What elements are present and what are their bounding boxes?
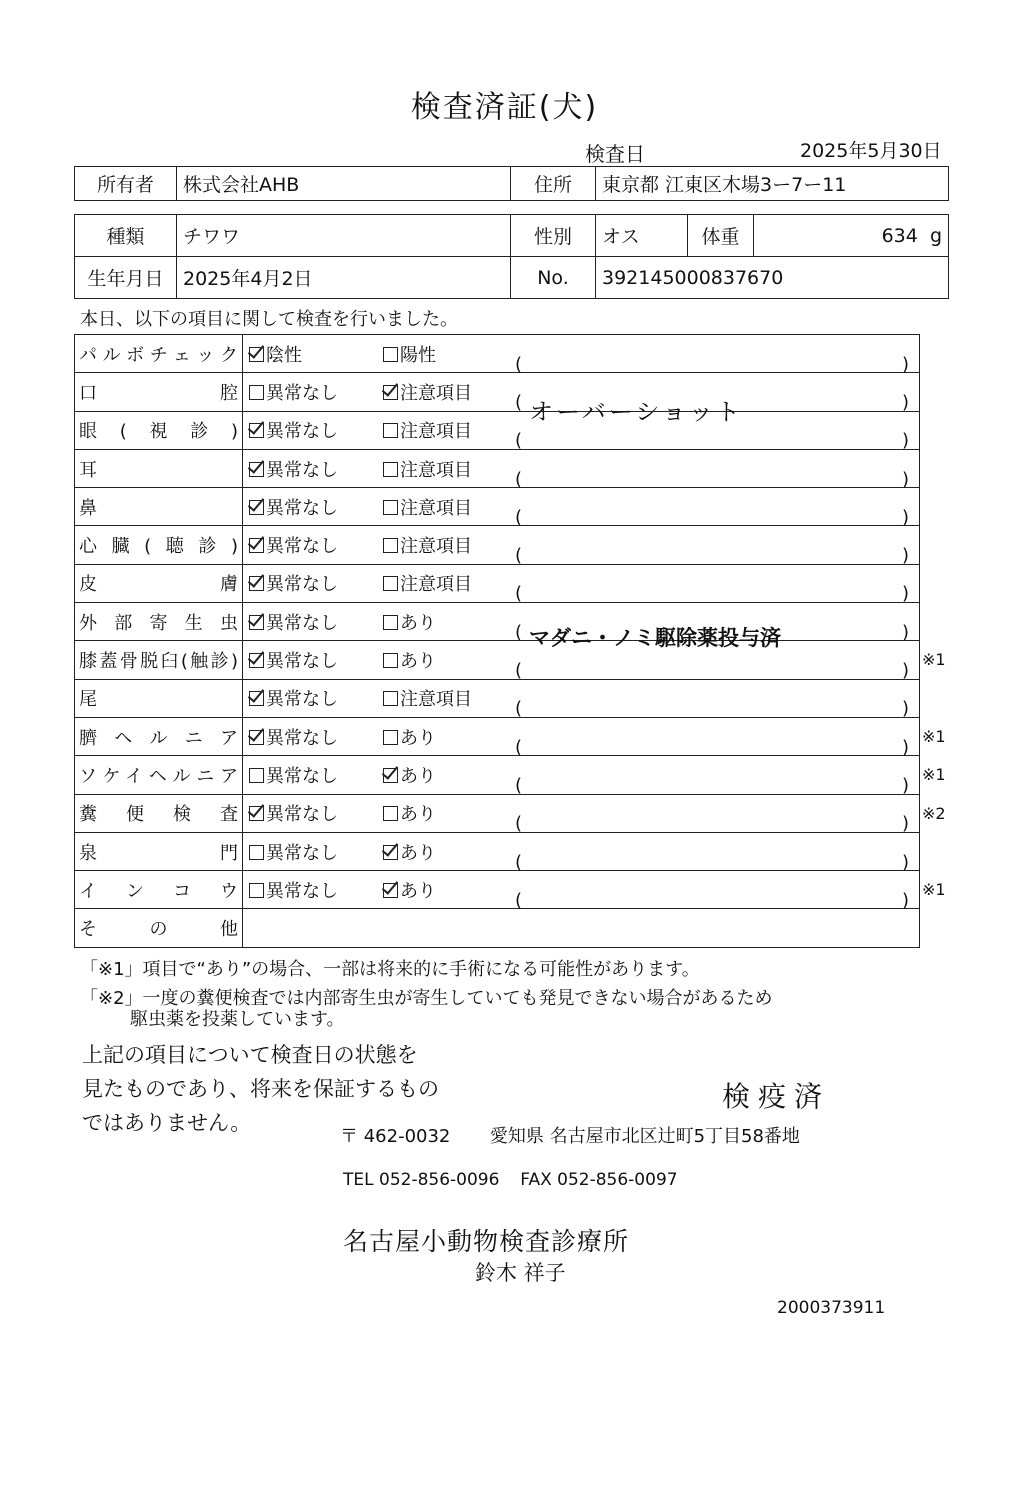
item-name: 鼻 [75,488,243,526]
item-body: 異常なし あり ( ) [243,717,920,755]
item-body: 異常なし あり ( ) [243,794,920,832]
option-1-label: 異常なし [266,612,338,634]
serial-number: 2000373911 [777,1298,886,1318]
item-name: その他 [75,909,243,947]
item-body: 異常なし あり ( ) [243,756,920,794]
inspection-row [75,488,920,526]
option-1 [249,839,338,865]
option-1 [249,341,302,367]
no-value: 392145000837670 [596,257,949,299]
option-1 [249,532,338,558]
option-2-label: 注意項目 [400,459,472,481]
note-2: 「※2」一度の糞便検査では内部寄生虫が寄生していても発見できない場合があるため [80,988,773,1009]
item-body: 異常なし 注意項目 ( ) [243,488,920,526]
checkbox[interactable] [249,691,264,706]
option-2-label: あり [400,612,436,634]
inspection-row [75,679,920,717]
checkbox[interactable] [249,653,264,668]
intro-text: 本日、以下の項目に関して検査を行いました。 [80,309,458,330]
weight-label: 体重 [688,215,754,257]
item-name: 膝蓋骨脱臼(触診) [75,641,243,679]
option-2-label: あり [400,842,436,864]
option-2 [383,379,472,405]
no-label: No. [511,257,596,299]
weight-cell [754,215,949,257]
option-2-label: あり [400,804,436,826]
option-1 [249,762,338,788]
option-1-label: 異常なし [266,689,338,711]
option-2 [383,647,436,673]
option-1 [249,647,338,673]
checkbox[interactable] [383,845,398,860]
dob-label: 生年月日 [75,257,177,299]
option-2-label: 注意項目 [400,536,472,558]
option-2 [383,839,436,865]
option-1 [249,570,338,596]
checkbox[interactable] [383,883,398,898]
inspection-row [75,794,920,832]
inspection-row [75,603,920,641]
inspection-row [75,564,920,602]
option-1-label: 異常なし [266,765,338,787]
option-1 [249,800,338,826]
option-1-label: 異常なし [266,880,338,902]
option-1 [249,685,338,711]
checkbox[interactable] [383,806,398,821]
option-2 [383,724,436,750]
option-2 [383,417,472,443]
weight-value: 634 [881,224,918,247]
checkbox[interactable] [249,538,264,553]
owner-address: 東京都 江東区木場3ー7ー11 [596,167,949,201]
inspection-row [75,871,920,909]
checkbox[interactable] [383,538,398,553]
option-2 [383,800,436,826]
checkbox[interactable] [249,615,264,630]
option-2 [383,685,472,711]
option-2 [383,532,472,558]
exam-date-label: 検査日 [585,142,645,166]
option-1-label: 異常なし [266,421,338,443]
inspection-row [75,335,920,373]
option-1-label: 異常なし [266,651,338,673]
option-1-label: 異常なし [266,382,338,404]
remarks-text: マダニ・ノミ駆除薬投与済 [529,625,781,650]
disclaimer-line: ではありません。 [82,1111,252,1135]
footnote-mark: ※2 [922,803,946,823]
option-2-label: 陽性 [400,344,436,366]
option-1 [249,609,338,635]
option-1-label: 異常なし [266,842,338,864]
checkbox[interactable] [383,653,398,668]
option-2 [383,609,436,635]
checkbox[interactable] [383,768,398,783]
exam-date: 2025年5月30日 [800,140,942,162]
item-name: 臍ヘルニア [75,717,243,755]
item-body: 異常なし 注意項目 ( ) [243,564,920,602]
option-1 [249,724,338,750]
item-body: 異常なし 注意項目 ( オーバーショット ) [243,373,920,411]
item-body: 異常なし あり ( ) [243,641,920,679]
checkbox[interactable] [383,347,398,362]
document-title: 検査済証(犬) [410,90,599,125]
option-2-label: 注意項目 [400,421,472,443]
item-body: 異常なし 注意項目 ( ) [243,449,920,487]
inspection-row [75,756,920,794]
option-2-label: あり [400,727,436,749]
sex-label: 性別 [511,215,596,257]
option-2-label: 注意項目 [400,574,472,596]
option-1-label: 異常なし [266,497,338,519]
pet-table [74,214,949,299]
owner-label: 所有者 [75,167,177,201]
option-2-label: 注意項目 [400,382,472,404]
checkbox[interactable] [383,385,398,400]
tel: TEL 052-856-0096 [343,1170,500,1190]
item-name: 眼(視診) [75,411,243,449]
item-body: 異常なし あり ( マダニ・ノミ駆除薬投与済 ) [243,603,920,641]
item-name: 皮膚 [75,564,243,602]
note-1: 「※1」項目で“あり”の場合、一部は将来的に手術になる可能性があります。 [80,959,700,980]
item-body: 異常なし 注意項目 ( ) [243,411,920,449]
checkbox[interactable] [383,423,398,438]
item-body: 異常なし あり ( ) [243,832,920,870]
checkbox[interactable] [249,462,264,477]
option-2 [383,456,472,482]
item-name: 心臓(聴診) [75,526,243,564]
vet-name: 鈴木 祥子 [475,1261,566,1285]
option-1-label: 異常なし [266,804,338,826]
owner-value: 株式会社AHB [177,167,511,201]
inspection-row-other [75,909,920,947]
option-1 [249,417,338,443]
clinic-name: 名古屋小動物検査診療所 [343,1227,630,1256]
checkbox[interactable] [249,576,264,591]
checkbox[interactable] [383,730,398,745]
checkbox[interactable] [249,883,264,898]
disclaimer-line: 見たものであり、将来を保証するもの [82,1077,439,1101]
checkbox[interactable] [249,845,264,860]
inspection-row [75,641,920,679]
checkbox[interactable] [249,806,264,821]
item-name: パルボチェック [75,335,243,373]
checkbox[interactable] [383,615,398,630]
address-label: 住所 [511,167,596,201]
inspection-row [75,526,920,564]
option-1-label: 陰性 [266,344,302,366]
option-1-label: 異常なし [266,727,338,749]
checkbox[interactable] [249,385,264,400]
breed-label: 種類 [75,215,177,257]
inspection-row [75,717,920,755]
item-name: ソケイヘルニア [75,756,243,794]
option-2-label: あり [400,651,436,673]
checkbox[interactable] [249,730,264,745]
footnote-mark: ※1 [922,765,946,785]
checkbox[interactable] [383,576,398,591]
clinic-address: 愛知県 名古屋市北区辻町5丁目58番地 [489,1126,800,1147]
footnote-mark: ※1 [922,727,946,746]
other-body[interactable] [243,909,920,947]
inspection-row [75,832,920,870]
option-1 [249,379,338,405]
item-name: 糞便検査 [75,794,243,832]
checkbox[interactable] [249,768,264,783]
contact-line [343,1170,678,1190]
item-body: 異常なし あり ( ) [243,871,920,909]
item-name: インコウ [75,871,243,909]
sex-value: オス [596,215,688,257]
footnote-mark: ※1 [922,650,946,670]
option-2-label: あり [400,765,436,787]
option-2 [383,762,436,788]
option-2-label: あり [400,880,436,902]
postal-code: 〒 462-0032 [340,1126,451,1147]
option-1 [249,877,338,903]
disclaimer-line: 上記の項目について検査日の状態を [82,1043,418,1067]
weight-unit: g [929,224,942,247]
item-body: 異常なし 注意項目 ( ) [243,526,920,564]
inspection-row [75,411,920,449]
remarks-text: オーバーショット [529,397,743,426]
option-2 [383,494,472,520]
checkbox[interactable] [383,500,398,515]
note-3: 駆虫薬を投薬しています。 [130,1009,345,1030]
checkbox[interactable] [249,347,264,362]
option-1 [249,456,338,482]
option-2-label: 注意項目 [400,689,472,711]
item-name: 口腔 [75,373,243,411]
option-2 [383,570,472,596]
option-1 [249,494,338,520]
option-2-label: 注意項目 [400,497,472,519]
inspection-row [75,449,920,487]
owner-table [74,166,949,201]
inspection-stamp: 検疫済 [722,1080,831,1113]
clinic-address-line [340,1122,800,1148]
breed-value: チワワ [177,215,511,257]
checkbox[interactable] [249,500,264,515]
checkbox[interactable] [383,462,398,477]
inspection-table [74,334,920,948]
option-1-label: 異常なし [266,459,338,481]
item-name: 泉門 [75,832,243,870]
checkbox[interactable] [383,691,398,706]
item-name: 耳 [75,449,243,487]
option-2 [383,341,436,367]
checkbox[interactable] [249,423,264,438]
inspection-row [75,373,920,411]
item-name: 外部寄生虫 [75,603,243,641]
option-1-label: 異常なし [266,536,338,558]
dob-value: 2025年4月2日 [177,257,511,299]
footnote-mark: ※1 [922,880,946,900]
item-name: 尾 [75,679,243,717]
option-2 [383,877,436,903]
fax: FAX 052-856-0097 [520,1170,678,1190]
option-1-label: 異常なし [266,574,338,596]
item-body: 異常なし 注意項目 ( ) [243,679,920,717]
item-body: 陰性 陽性 ( ) [243,335,920,373]
